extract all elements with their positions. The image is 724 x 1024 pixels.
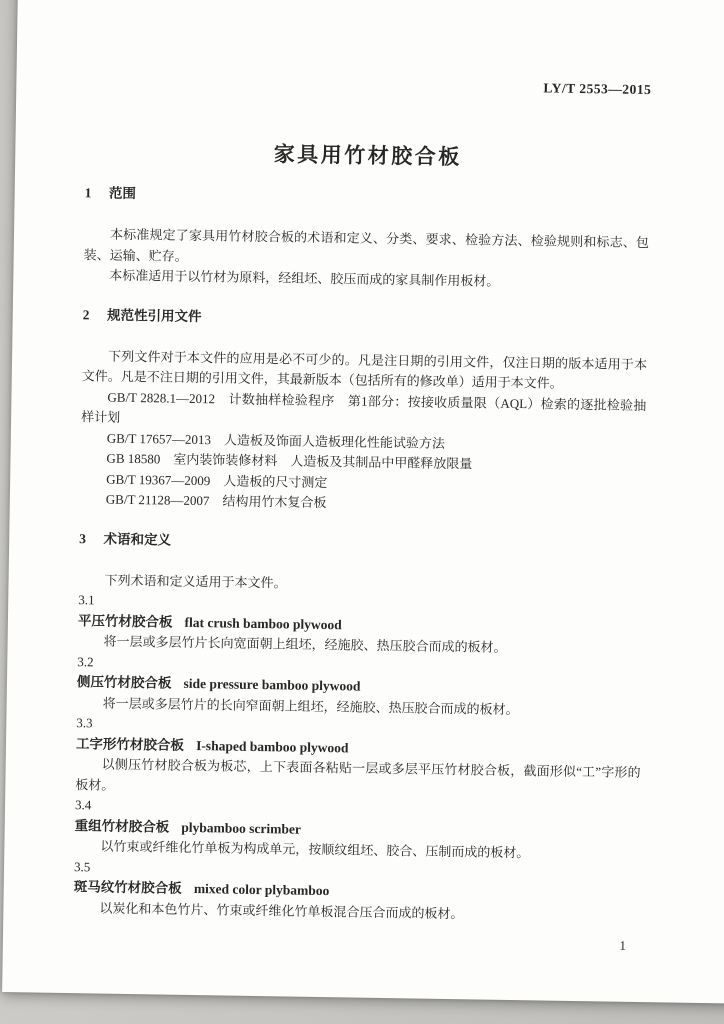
term-name-zh: 平压竹材胶合板	[77, 612, 173, 630]
section-title: 规范性引用文件	[106, 307, 202, 324]
standard-code: LY/T 2553—2015	[543, 80, 652, 98]
paragraph: 下列术语和定义适用于本文件。	[104, 572, 287, 590]
section-number: 2	[82, 306, 90, 322]
reference-item: GB/T 19367—2009 人造板的尺寸测定	[106, 471, 328, 490]
term-definition: 以炭化和本色竹片、竹束或纤维化竹单板混合压合而成的板材。	[99, 900, 464, 921]
term-entry	[77, 590, 643, 660]
reference-item: GB/T 17657—2013 人造板及饰面人造板理化性能试验方法	[106, 430, 446, 451]
term-entry	[75, 713, 641, 804]
term-entry	[74, 795, 640, 865]
section-scope	[83, 184, 650, 294]
page-number: 1	[619, 937, 627, 953]
reference-item: GB 18580 室内装饰装修材料 人造板及其制品中甲醛释放限量	[106, 450, 473, 472]
reference-item: GB/T 2828.1—2012 计数抽样检验程序 第1部分：按接收质量限（AQL）检索的逐批检验抽样计划	[81, 389, 647, 425]
section-number: 3	[79, 530, 87, 546]
section-heading-terms	[79, 530, 644, 557]
document-title: 家具用竹材胶合板	[273, 142, 462, 170]
reference-item: GB/T 21128—2007 结构用竹木复合板	[105, 491, 327, 511]
term-number: 3.5	[73, 858, 91, 874]
term-entry	[76, 652, 642, 722]
term-name-en: plybamboo scrimber	[181, 819, 302, 837]
term-name-zh: 斑马纹竹材胶合板	[73, 879, 182, 896]
section-title: 术语和定义	[103, 531, 172, 548]
section-heading-references	[83, 306, 648, 333]
term-name-en: flat crush bamboo plywood	[184, 614, 342, 632]
paragraph: 本标准适用于以竹材为原料，经组坯、胶压而成的家具制作用板材。	[109, 267, 500, 289]
section-title: 范围	[108, 185, 137, 202]
term-name-zh: 工字形竹材胶合板	[75, 735, 185, 753]
section-heading-scope	[85, 184, 650, 211]
term-name-en: mixed color plybamboo	[193, 881, 330, 899]
section-terms-definitions	[73, 530, 644, 927]
term-definition: 将一层或多层竹片长向宽面朝上组坯，经施胶、热压胶合而成的板材。	[103, 633, 507, 655]
paragraph: 本标准规定了家具用竹材胶合板的术语和定义、分类、要求、检验方法、检验规则和标志、包装、运输、贮存。	[83, 226, 650, 264]
term-number: 3.2	[77, 653, 94, 669]
term-number: 3.4	[74, 797, 92, 813]
term-entry	[73, 857, 639, 927]
term-number: 3.1	[78, 592, 95, 608]
term-number: 3.3	[76, 715, 93, 731]
section-normative-references	[80, 306, 648, 519]
term-name-zh: 侧压竹材胶合板	[76, 674, 172, 691]
term-definition: 以侧压竹材胶合板为板芯，上下表面各粘贴一层或多层平压竹材胶合板，截面形似“工”字形的板材。	[75, 756, 641, 793]
document-page	[2, 0, 724, 1004]
term-name-en: I-shaped bamboo plywood	[196, 737, 349, 755]
term-definition: 将一层或多层竹片的长向窄面朝上组坯，经施胶、热压胶合而成的板材。	[102, 695, 519, 717]
term-definition: 以竹束或纤维化竹单板为构成单元，按顺纹组坯、胶合、压制而成的板材。	[100, 838, 530, 861]
term-name-en: side pressure bamboo plywood	[183, 675, 361, 694]
paragraph: 下列文件对于本文件的应用是必不可少的。凡是注日期的引用文件，仅注日期的版本适用于本文件。凡是不注日期的引用文件，其最新版本（包括所有的修改单）适用于本文件。	[81, 348, 648, 391]
term-name-zh: 重组竹材胶合板	[74, 817, 170, 835]
section-number: 1	[84, 185, 92, 201]
